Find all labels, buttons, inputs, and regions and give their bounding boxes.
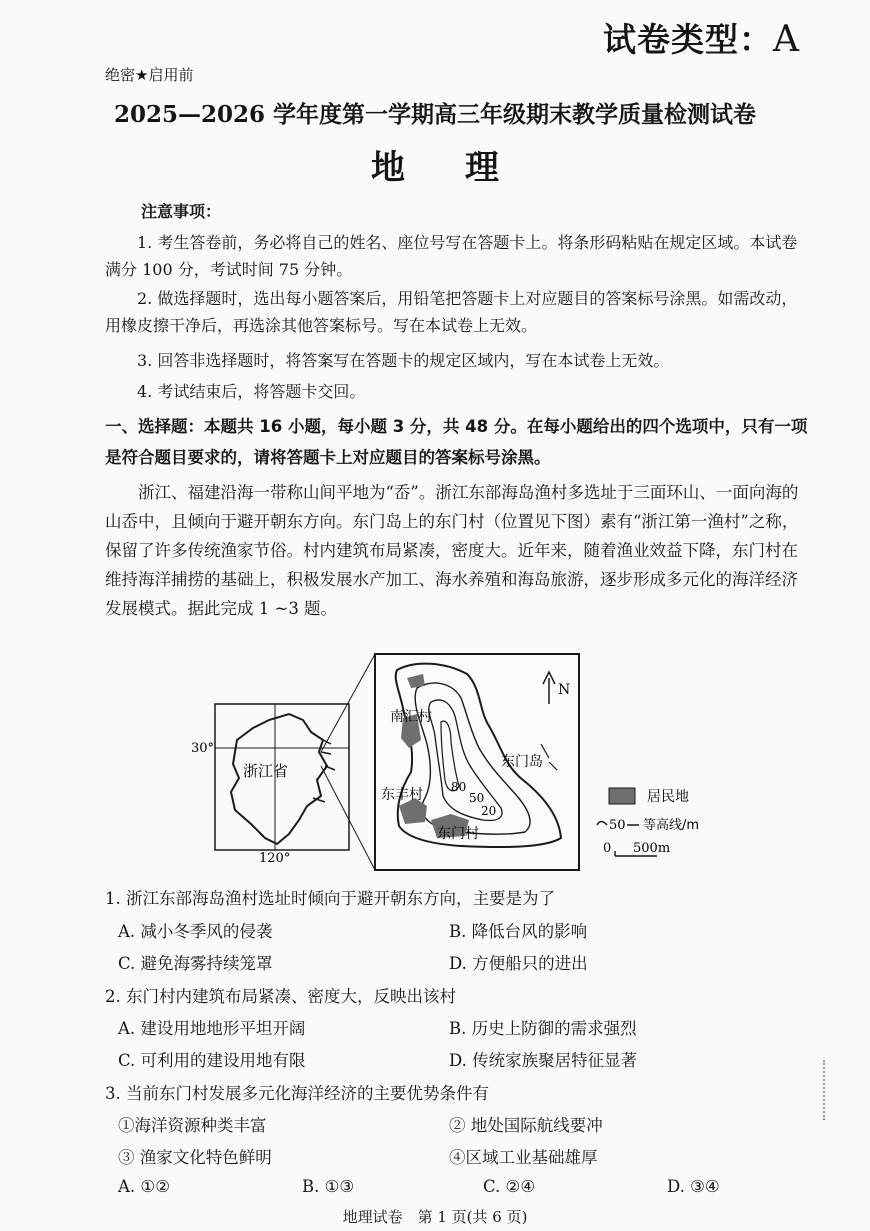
q3-condition-2: ② 地处国际航线要冲: [449, 1116, 603, 1135]
paper-type-value: A: [773, 19, 800, 60]
q2-option-d: D. 传统家族聚居特征显著: [449, 1051, 638, 1070]
village-label-dongmen: 东门村: [437, 826, 479, 842]
notes-heading: 注意事项：: [141, 202, 222, 221]
contour-label-50: 50: [469, 791, 485, 805]
contour-label-80: 80: [451, 780, 467, 794]
q1-option-c: C. 避免海雾持续笼罩: [118, 954, 273, 973]
contour-label-20: 20: [481, 804, 497, 818]
inset-leader-top: [321, 654, 375, 752]
passage: 浙江、福建沿海一带称山间平地为“岙”。浙江东部海岛渔村多选址于三面环山、一面向海的山岙中，且倾向于避开朝东方向。东门岛上的东门村（位置见下图）素有“浙江第一渔村”之称，保留了许多传统渔家节俗。村内建筑布局紧凑，密度大。近年来，随着渔业效益下降，东门村在维持海洋捕捞的基础上，积极发展水产加工、海水养殖和海岛旅游，逐步形成多元化的海洋经济发展模式。据此完成 1 ~3 题。: [105, 483, 799, 618]
subject-title: 地理: [371, 148, 559, 188]
latitude-label: 30°: [191, 741, 215, 756]
note-item-1: 1. 考生答卷前，务必将自己的姓名、座位号写在答题卡上。将条形码粘贴在规定区域。本试卷满分 100 分，考试时间 75 分钟。: [105, 233, 798, 279]
margin-dots: [823, 1060, 828, 1120]
q2-option-a: A. 建设用地地形平坦开阔: [118, 1019, 306, 1038]
inset-leader-bottom: [321, 766, 375, 870]
question-2-stem: 2. 东门村内建筑布局紧凑、密度大，反映出该村: [105, 987, 456, 1006]
exam-title: 2025—2026 学年度第一学期高三年级期末教学质量检测试卷: [113, 101, 757, 128]
note-item-4: 4. 考试结束后，将答题卡交回。: [137, 382, 366, 401]
legend-contour-icon: [597, 822, 607, 826]
legend-contour-sample: 50: [609, 818, 626, 833]
q3-option-c: C. ②④: [483, 1177, 536, 1196]
legend-contour-label: 等高线/m: [643, 818, 700, 833]
page-footer: 地理试卷 第 1 页(共 6 页): [342, 1208, 528, 1226]
island-label: 东门岛: [501, 754, 543, 770]
question-3-stem: 3. 当前东门村发展多元化海洋经济的主要优势条件有: [105, 1084, 489, 1103]
village-label-nanhui: 南汇村: [390, 709, 432, 725]
paper-type-label: [603, 14, 800, 61]
note-item-3: 3. 回答非选择题时，将答案写在答题卡的规定区域内，写在本试卷上无效。: [137, 351, 670, 370]
q3-option-b: B. ①③: [302, 1177, 355, 1196]
longitude-label: 120°: [259, 851, 291, 866]
north-label: N: [558, 682, 571, 698]
q1-option-b: B. 降低台风的影响: [449, 922, 588, 941]
province-label: 浙江省: [243, 762, 289, 780]
q3-condition-3: ③ 渔家文化特色鲜明: [118, 1148, 272, 1167]
scale-zero: 0: [603, 841, 612, 856]
question-1-stem: 1. 浙江东部海岛渔村选址时倾向于避开朝东方向，主要是为了: [105, 889, 555, 908]
q3-option-a: A. ①②: [118, 1177, 170, 1196]
section-heading: 一、选择题：本题共 16 小题，每小题 3 分，共 48 分。在每小题给出的四个选项中，只有一项是符合题目要求的，请将答题卡上对应题目的答案标号涂黑。: [105, 417, 808, 467]
q3-option-d: D. ③④: [667, 1177, 720, 1196]
secrecy-label: 绝密★启用前: [105, 66, 194, 84]
village-label-dongfeng: 东丰村: [381, 787, 423, 803]
location-map: [185, 648, 725, 878]
note-item-2: 2. 做选择题时，选出每小题答案后，用铅笔把答题卡上对应题目的答案标号涂黑。如需改动，用橡皮擦干净后，再选涂其他答案标号。写在本试卷上无效。: [105, 289, 798, 335]
legend-residential-label: 居民地: [647, 789, 689, 805]
q1-option-a: A. 减小冬季风的侵袭: [118, 922, 273, 941]
q3-condition-1: ①海洋资源种类丰富: [118, 1116, 267, 1135]
q2-option-b: B. 历史上防御的需求强烈: [449, 1019, 637, 1038]
q2-option-c: C. 可利用的建设用地有限: [118, 1051, 306, 1070]
q3-condition-4: ④区域工业基础雄厚: [449, 1148, 598, 1167]
scale-value: 500m: [633, 841, 671, 856]
legend-residential-swatch: [609, 788, 635, 804]
paper-type-prefix: 试卷类型：: [603, 20, 773, 59]
q1-option-d: D. 方便船只的进出: [449, 954, 588, 973]
